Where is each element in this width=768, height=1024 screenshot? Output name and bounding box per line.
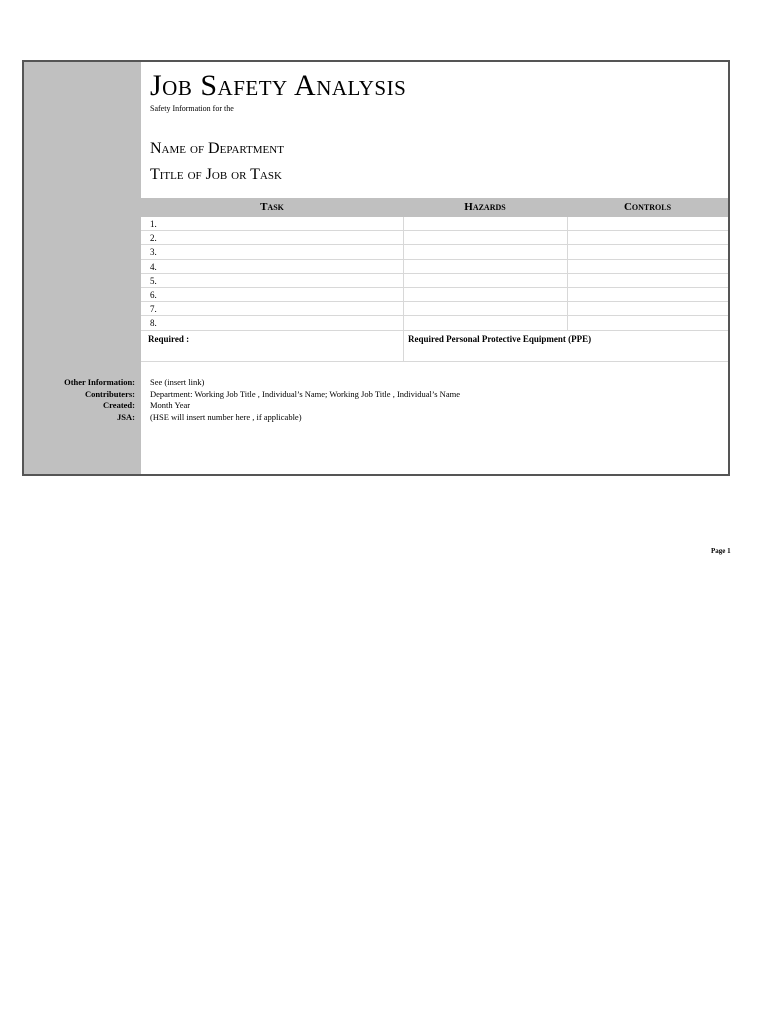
main-panel xyxy=(141,62,728,474)
row-number: 8. xyxy=(150,318,157,329)
column-task: Task xyxy=(260,201,284,213)
page-title: Job Safety Analysis xyxy=(150,69,407,102)
row-number: 2. xyxy=(150,233,157,244)
info-label-jsa: JSA: xyxy=(117,411,135,422)
column-divider-controls xyxy=(567,217,568,331)
info-label-created: Created: xyxy=(103,400,135,410)
jsa-form xyxy=(22,60,730,476)
info-label-contributers: Contributers: xyxy=(84,388,135,399)
row-number: 3. xyxy=(150,247,157,258)
info-value-jsa: (HSE will insert number here , if applicable) xyxy=(150,411,302,422)
table-header xyxy=(141,198,728,217)
table-row[interactable] xyxy=(141,302,728,316)
info-value-created: Month Year xyxy=(150,400,191,410)
required-label: Required : xyxy=(148,334,190,344)
info-labels xyxy=(64,377,135,423)
column-divider-hazards xyxy=(403,217,404,331)
section-divider xyxy=(141,361,728,362)
info-value-contributers: Department: Working Job Title , Individual’s Name; Working Job Title , Individual’s Name xyxy=(150,388,460,399)
info-value-other: See (insert link) xyxy=(150,377,205,387)
task-rows xyxy=(141,217,728,331)
table-row[interactable] xyxy=(141,316,728,330)
page-number: Page 1 xyxy=(711,547,731,555)
required-divider xyxy=(403,329,404,362)
table-row[interactable] xyxy=(141,217,728,231)
page-subtitle: Safety Information for the xyxy=(150,104,234,113)
table-row[interactable] xyxy=(141,288,728,302)
row-number: 7. xyxy=(150,304,157,315)
left-sidebar xyxy=(24,62,141,474)
table-row[interactable] xyxy=(141,274,728,288)
column-controls: Controls xyxy=(623,201,672,213)
table-row[interactable] xyxy=(141,245,728,259)
row-number: 4. xyxy=(150,261,157,272)
info-label-other: Other Information: xyxy=(64,377,135,387)
row-number: 6. xyxy=(150,289,157,300)
department-name: Name of Department xyxy=(150,140,284,157)
table-row[interactable] xyxy=(141,231,728,245)
table-row[interactable] xyxy=(141,260,728,274)
job-title: Title of Job or Task xyxy=(150,166,282,183)
info-values xyxy=(150,377,460,423)
row-number: 1. xyxy=(150,219,157,229)
row-number: 5. xyxy=(150,275,157,286)
column-hazards: Hazards xyxy=(464,201,506,213)
ppe-label: Required Personal Protective Equipment (PPE) xyxy=(408,334,592,344)
